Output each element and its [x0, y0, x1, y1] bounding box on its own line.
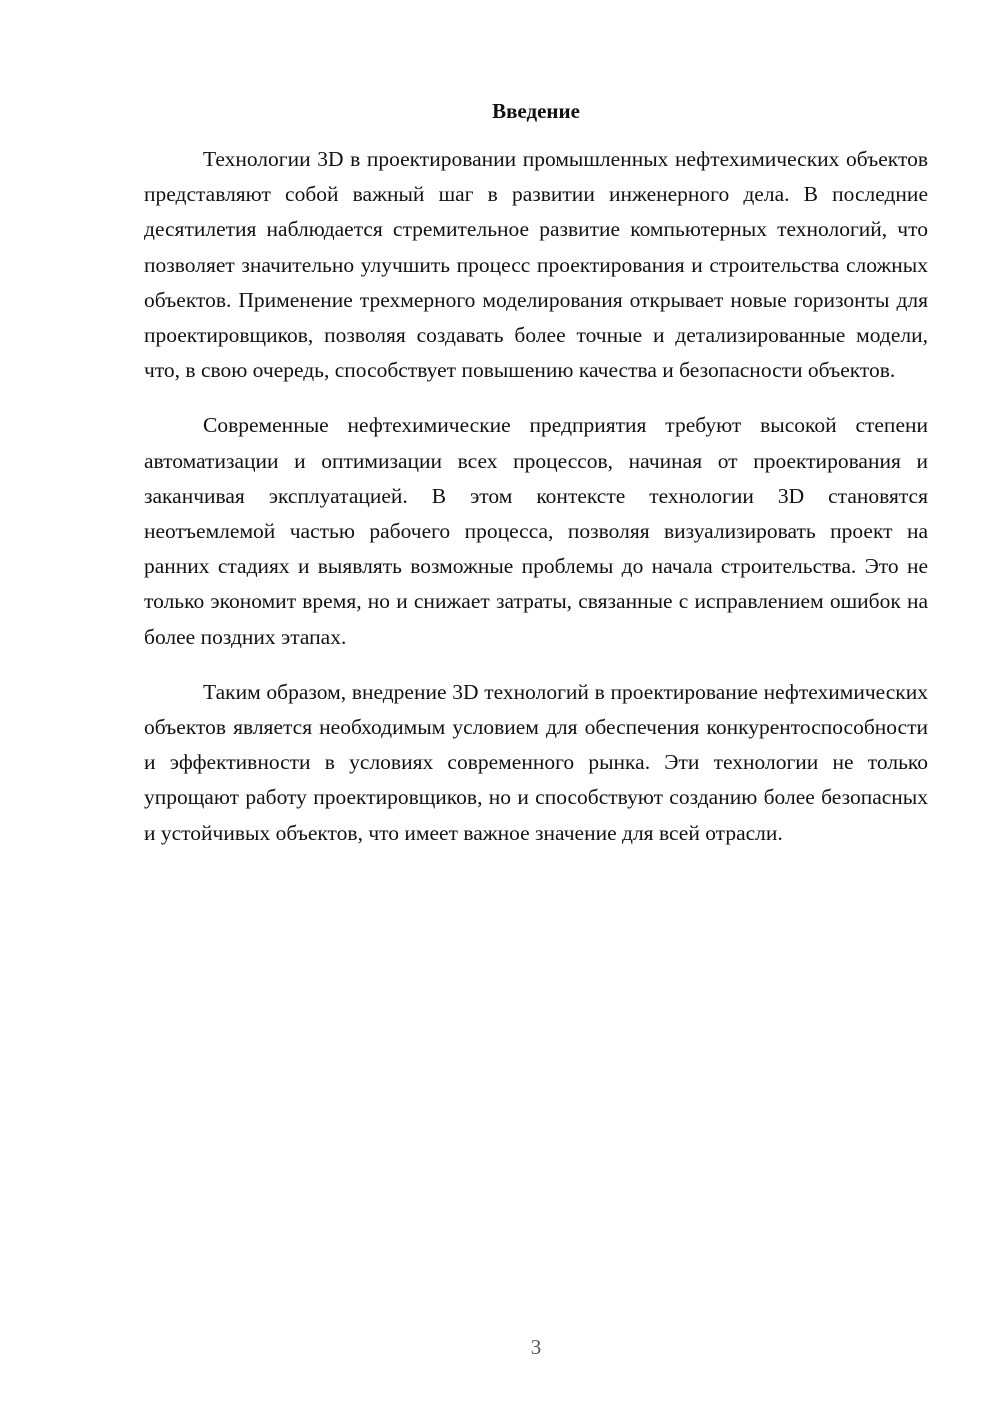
paragraph-2: Современные нефтехимические предприятия требуют высокой степени автоматизации и оптимизации всех процессов, начиная от проектирования и заканчивая эксплуатацией. В этом контексте технологии 3D становятся неотъемлемой частью рабочего процесса, позволяя визуализировать проект на ранних стадиях и выявлять возможные проблемы до начала строительства. Это не только экономит время, но и снижает затраты, связанные с исправлением ошибок на более поздних этапах.: [144, 413, 928, 649]
paragraph-3: Таким образом, внедрение 3D технологий в проектирование нефтехимических объектов является необходимым условием для обеспечения конкурентоспособности и эффективности в условиях современного рынка. Эти технологии не только упрощают работу проектировщиков, но и способствуют созданию более безопасных и устойчивых объектов, что имеет важное значение для всей отрасли.: [144, 679, 928, 845]
section-heading: Введение: [492, 99, 580, 123]
page-number: 3: [530, 1335, 542, 1359]
paragraph-1: Технологии 3D в проектировании промышленных нефтехимических объектов представляют собой важный шаг в развитии инженерного дела. В последние десятилетия наблюдается стремительное развитие компьютерных технологий, что позволяет значительно улучшить процесс проектирования и строительства сложных объектов. Применение трехмерного моделирования открывает новые горизонты для проектировщиков, позволяя создавать более точные и детализированные модели, что, в свою очередь, способствует повышению качества и безопасности объектов.: [144, 147, 928, 383]
page-content: [144, 96, 928, 871]
